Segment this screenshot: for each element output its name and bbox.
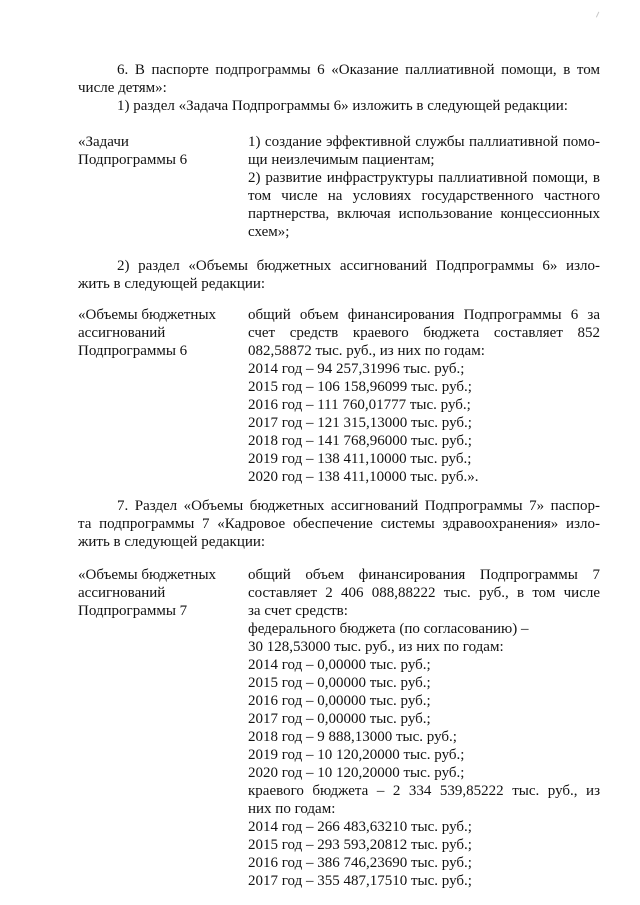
text-line: 2020 год – 10 120,20000 тыс. руб.; — [248, 765, 465, 781]
text-line: Подпрограммы 6 — [78, 343, 188, 359]
text-line: них по годам: — [248, 801, 336, 817]
text-line: 2015 год – 106 158,96099 тыс. руб.; — [248, 379, 472, 395]
text-line: жить в следующей редакции: — [78, 534, 266, 550]
budget-7-label — [78, 566, 248, 620]
text-line: краевого бюджета – 2 334 539,85222 тыс. руб., из — [248, 783, 600, 799]
text-line: том числе на условиях государственного частного — [248, 188, 600, 204]
budget-7-value — [248, 566, 600, 890]
budget-6-value — [248, 306, 600, 486]
text-line: 2015 год – 0,00000 тыс. руб.; — [248, 675, 431, 691]
text-line: составляет 2 406 088,88222 тыс. руб., в том числе — [248, 585, 600, 601]
text-line: «Задачи — [78, 134, 129, 150]
text-line: та подпрограммы 7 «Кадровое обеспечение системы здравоохранения» изло- — [78, 516, 600, 532]
text-line: общий объем финансирования Подпрограммы 7 — [248, 567, 600, 583]
text-line: 2017 год – 0,00000 тыс. руб.; — [248, 711, 431, 727]
text-line: 2018 год – 9 888,13000 тыс. руб.; — [248, 729, 457, 745]
text-line: жить в следующей редакции: — [78, 276, 266, 292]
scan-mark — [596, 12, 601, 19]
text-line: общий объем финансирования Подпрограммы 6 за — [248, 307, 600, 323]
text-line: за счет средств: — [248, 603, 348, 619]
text-line: 2016 год – 0,00000 тыс. руб.; — [248, 693, 431, 709]
text-line: 2) раздел «Объемы бюджетных ассигнований Подпрограммы 6» изло- — [117, 258, 600, 274]
text-line: 2017 год – 355 487,17510 тыс. руб.; — [248, 873, 472, 889]
text-line: 2015 год – 293 593,20812 тыс. руб.; — [248, 837, 472, 853]
text-line: 30 128,53000 тыс. руб., из них по годам: — [248, 639, 504, 655]
section-7-intro — [78, 497, 600, 551]
text-line: счет средств краевого бюджета составляет 852 — [248, 325, 600, 341]
text-line: 2016 год – 111 760,01777 тыс. руб.; — [248, 397, 471, 413]
text-line: Подпрограммы 6 — [78, 152, 188, 168]
text-line: 2014 год – 266 483,63210 тыс. руб.; — [248, 819, 472, 835]
text-line: Подпрограммы 7 — [78, 603, 188, 619]
section-6-item-2 — [78, 257, 600, 293]
text-line: 082,58872 тыс. руб., из них по годам: — [248, 343, 485, 359]
text-line: 2019 год – 10 120,20000 тыс. руб.; — [248, 747, 465, 763]
text-line: 2) развитие инфраструктуры паллиативной помощи, в — [248, 170, 600, 186]
tasks-value — [248, 133, 600, 241]
text-line: 2014 год – 0,00000 тыс. руб.; — [248, 657, 431, 673]
text-line: федерального бюджета (по согласованию) – — [248, 621, 529, 637]
text-line: схем»; — [248, 224, 290, 240]
budget-6-label — [78, 306, 248, 360]
text-line: 1) создание эффективной службы паллиативной помо- — [248, 134, 600, 150]
text-line: 1) раздел «Задача Подпрограммы 6» изложить в следующей редакции: — [117, 98, 568, 114]
text-line: 2020 год – 138 411,10000 тыс. руб.». — [248, 469, 479, 485]
text-line: 2019 год – 138 411,10000 тыс. руб.; — [248, 451, 472, 467]
section-6-item-1 — [78, 97, 600, 115]
text-line: ассигнований — [78, 585, 166, 601]
text-line: 7. Раздел «Объемы бюджетных ассигнований Подпрограммы 7» паспор- — [117, 498, 600, 514]
text-line: «Объемы бюджетных — [78, 307, 217, 323]
text-line: числе детям»: — [78, 80, 167, 96]
text-line: 2014 год – 94 257,31996 тыс. руб.; — [248, 361, 465, 377]
tasks-label — [78, 133, 248, 169]
text-line: щи неизлечимым пациентам; — [248, 152, 435, 168]
text-line: 2016 год – 386 746,23690 тыс. руб.; — [248, 855, 472, 871]
text-line: 2018 год – 141 768,96000 тыс. руб.; — [248, 433, 472, 449]
text-line: 2017 год – 121 315,13000 тыс. руб.; — [248, 415, 472, 431]
section-6-intro — [78, 61, 600, 97]
text-line: 6. В паспорте подпрограммы 6 «Оказание паллиативной помощи, в том — [117, 62, 600, 78]
text-line: «Объемы бюджетных — [78, 567, 217, 583]
text-line: партнерства, включая использование концессионных — [248, 206, 600, 222]
text-line: ассигнований — [78, 325, 166, 341]
